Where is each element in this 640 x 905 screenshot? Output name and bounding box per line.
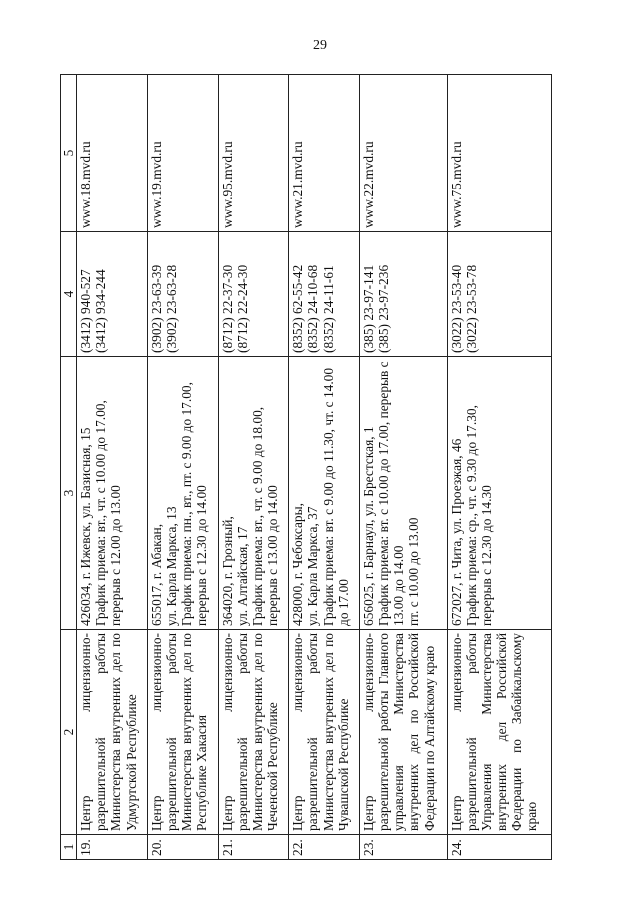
table-row [147, 75, 218, 860]
address-schedule: 428000, г. Чебоксары, ул. Карла Маркса, 37 График приема: вт. с 9.00 до 11.30, чт. с 14.00 до 17.00 [289, 357, 360, 630]
center-name: Центр лицензионно-разрешительной работы Министерства внутренних дел по Чеченской Республике [218, 630, 289, 835]
table-row [360, 75, 448, 860]
center-name: Центр лицензионно-разрешительной работы Министерства внутренних дел по Республике Хакасия [147, 630, 218, 835]
phones: (3022) 23-53-40 (3022) 23-53-78 [447, 232, 551, 357]
header-col-1: 1 [61, 835, 77, 860]
address-schedule: 426034, г. Ижевск, ул. Базисная, 15 График приема: вт., чт. с 10.00 до 17.00, перерыв с 12.00 до 13.00 [77, 357, 148, 630]
header-col-3: 3 [61, 357, 77, 630]
row-number: 20. [147, 835, 218, 860]
website: www.18.mvd.ru [77, 75, 148, 232]
table-header-row [61, 75, 77, 860]
phones: (385) 23-97-141 (385) 23-97-236 [360, 232, 448, 357]
header-col-2: 2 [61, 630, 77, 835]
phones: (3902) 23-63-39 (3902) 23-63-28 [147, 232, 218, 357]
center-name: Центр лицензионно-разрешительной работы Министерства внутренних дел по Удмуртской Республике [77, 630, 148, 835]
rotated-table-wrapper [60, 100, 552, 860]
center-name: Центр лицензионно-разрешительной работы Главного управления Министерства внутренних дел по Российской Федерации по Алтайскому краю [360, 630, 448, 835]
row-number: 24. [447, 835, 551, 860]
table-row [218, 75, 289, 860]
address-schedule: 655017, г. Абакан, ул. Карла Маркса, 13 График приема: пн., вт., пт. с 9.00 до 17.00, перерыв с 12.30 до 14.00 [147, 357, 218, 630]
website: www.22.mvd.ru [360, 75, 448, 232]
phones: (8352) 62-55-42 (8352) 24-10-68 (8352) 24-11-61 [289, 232, 360, 357]
row-number: 22. [289, 835, 360, 860]
website: www.95.mvd.ru [218, 75, 289, 232]
website: www.21.mvd.ru [289, 75, 360, 232]
centers-table [60, 74, 552, 860]
table-row [289, 75, 360, 860]
center-name: Центр лицензионно-разрешительной работы Министерства внутренних дел по Чувашской Республике [289, 630, 360, 835]
row-number: 21. [218, 835, 289, 860]
address-schedule: 656025, г. Барнаул, ул. Брестская, 1 График приема: вт. с 10.00 до 17.00, перерыв с 13.00 до 14.00 пт. с 10.00 до 13.00 [360, 357, 448, 630]
center-name: Центр лицензионно-разрешительной работы Управления Министерства внутренних дел Российской Федерации по Забайкальскому краю [447, 630, 551, 835]
website: www.75.mvd.ru [447, 75, 551, 232]
address-schedule: 364020, г. Грозный, ул. Алтайская, 17 График приема: вт., чт. с 9.00 до 18.00, перерыв с 13.00 до 14.00 [218, 357, 289, 630]
table-row [77, 75, 148, 860]
table-row [447, 75, 551, 860]
phones: (8712) 22-37-30 (8712) 22-24-30 [218, 232, 289, 357]
address-schedule: 672027, г. Чита, ул. Проезжая, 46 График приема: ср., чт. с 9.30 до 17.30, перерыв с 12.30 до 14.30 [447, 357, 551, 630]
header-col-4: 4 [61, 232, 77, 357]
phones: (3412) 940-527 (3412) 934-244 [77, 232, 148, 357]
header-col-5: 5 [61, 75, 77, 232]
row-number: 23. [360, 835, 448, 860]
website: www.19.mvd.ru [147, 75, 218, 232]
row-number: 19. [77, 835, 148, 860]
page-number: 29 [313, 38, 327, 53]
